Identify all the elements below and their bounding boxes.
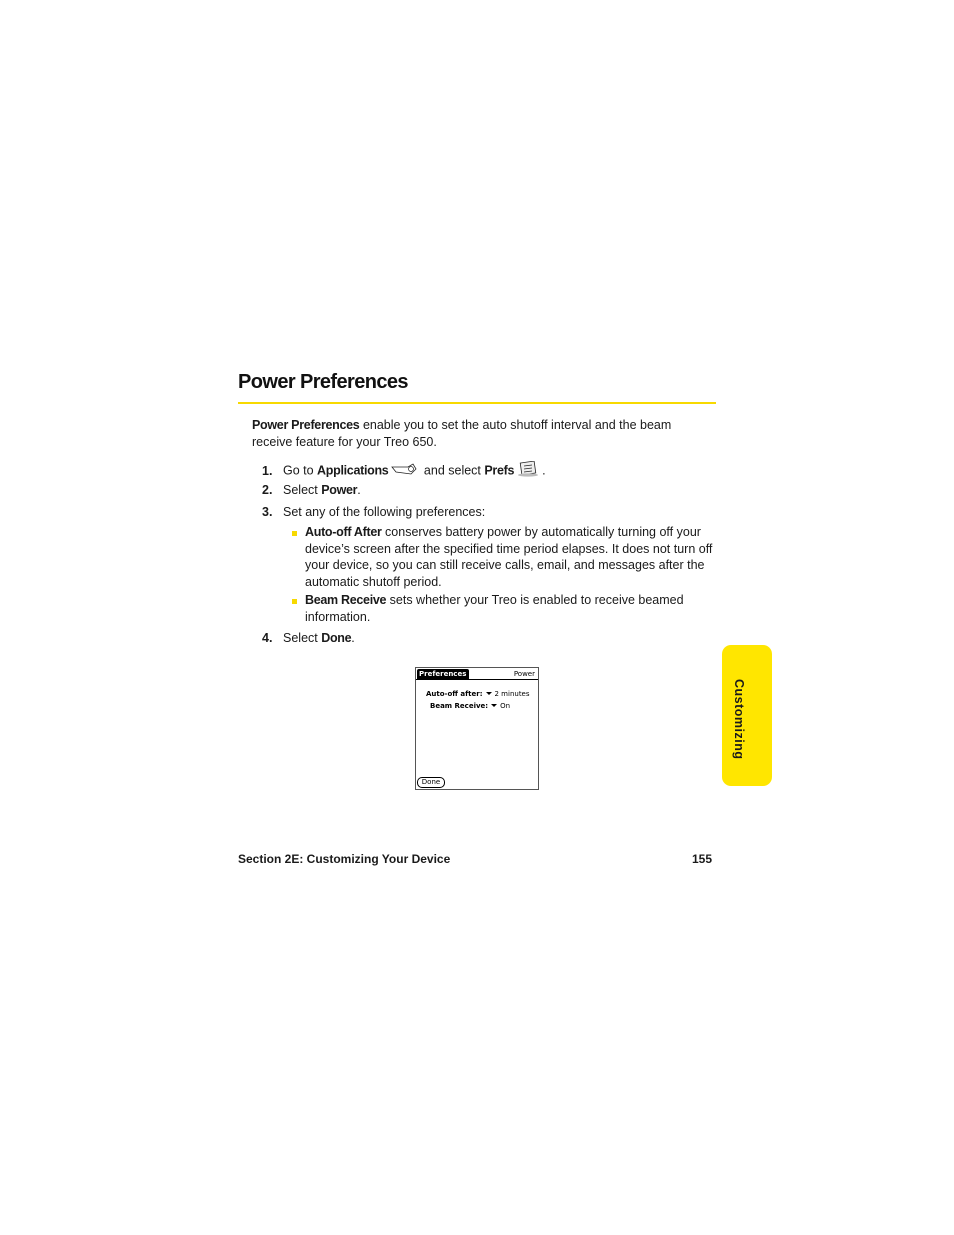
bullet-auto-off	[292, 524, 714, 590]
beam-receive-value[interactable]: On	[500, 702, 511, 710]
step-1	[262, 461, 714, 482]
side-tab-label: Customizing	[732, 679, 746, 760]
page-title: Power Preferences	[238, 371, 408, 393]
section-side-tab	[722, 645, 772, 786]
bullet-marker	[292, 599, 297, 604]
bullet-beam-receive	[292, 592, 714, 625]
page-number: 155	[692, 852, 713, 866]
title-underline	[238, 402, 716, 404]
step-3	[262, 504, 714, 521]
step-bold-2: Prefs	[484, 463, 515, 478]
step-text-3: .	[542, 463, 546, 478]
step-text-2: .	[357, 483, 361, 497]
done-button[interactable]: Done	[417, 777, 445, 788]
step-number: 2.	[262, 483, 273, 497]
auto-off-value[interactable]: 2 minutes	[494, 690, 530, 698]
bullet-bold: Beam Receive	[305, 593, 387, 607]
step-bold: Applications	[317, 463, 389, 478]
step-text: Go to	[283, 463, 318, 478]
dropdown-arrow-icon[interactable]	[486, 692, 492, 695]
step-text-2: .	[351, 631, 355, 645]
applications-icon	[391, 463, 417, 480]
step-bold: Power	[321, 483, 358, 497]
beam-receive-row	[430, 702, 510, 710]
step-text-2: and select	[420, 463, 485, 478]
dropdown-arrow-icon[interactable]	[491, 704, 497, 707]
device-screenshot	[415, 667, 539, 790]
prefs-icon	[517, 461, 539, 482]
beam-receive-label: Beam Receive:	[430, 702, 489, 710]
step-2	[262, 482, 714, 499]
intro-text: enable you to set the auto shutoff interval and the beam receive feature for your Treo 650.	[252, 418, 672, 449]
screen-title-bar	[416, 668, 538, 680]
auto-off-label: Auto-off after:	[426, 690, 483, 698]
intro-bold: Power Preferences	[252, 418, 360, 432]
step-bold: Done	[321, 631, 352, 645]
screen-tab[interactable]: Preferences	[417, 669, 469, 679]
screen-title: Power	[513, 670, 535, 678]
step-4	[262, 630, 714, 647]
step-text: Select	[283, 631, 322, 645]
intro-paragraph	[252, 417, 692, 450]
step-text: Set any of the following preferences:	[283, 505, 486, 519]
bullet-text: conserves battery power by automatically turning off your device’s screen after the specified time period elapses. It does not turn off your device, so you can still receive calls, email, and messages after the automatic shutoff period.	[305, 525, 713, 589]
auto-off-row	[426, 690, 530, 698]
bullet-marker	[292, 531, 297, 536]
bullet-text: sets whether your Treo is enabled to receive beamed information.	[305, 593, 684, 624]
footer-section: Section 2E: Customizing Your Device	[238, 852, 451, 866]
step-number: 4.	[262, 631, 273, 645]
step-number: 3.	[262, 505, 273, 519]
step-text: Select	[283, 483, 322, 497]
step-number: 1.	[262, 463, 273, 478]
bullet-bold: Auto-off After	[305, 525, 382, 539]
